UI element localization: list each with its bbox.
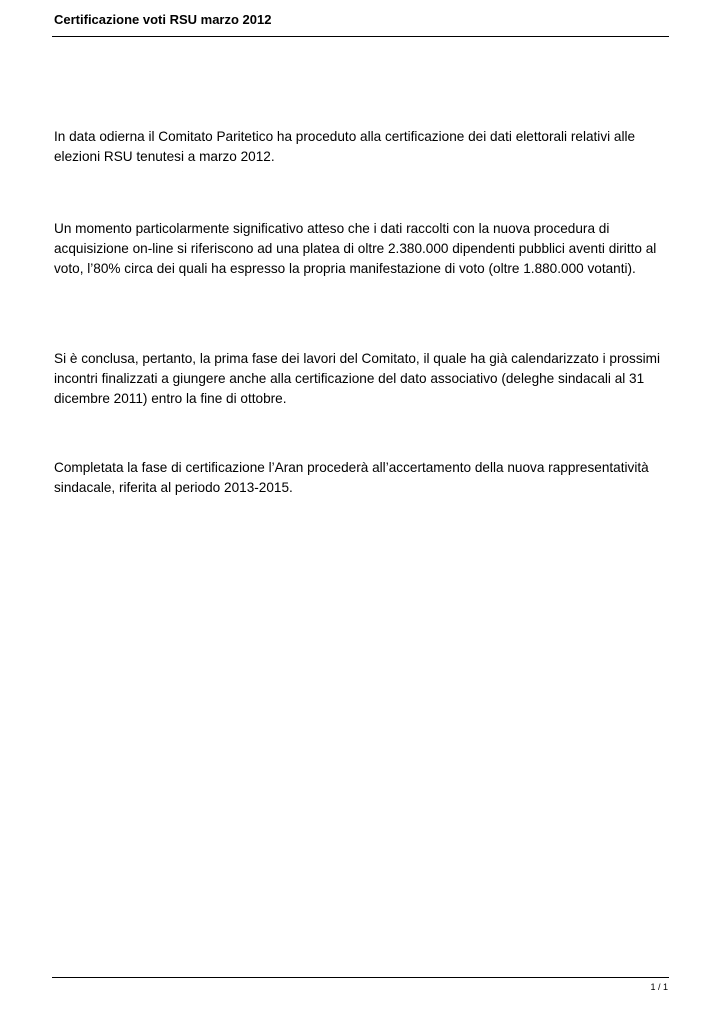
page-header-title: Certificazione voti RSU marzo 2012 [54,12,272,27]
header-divider [52,36,669,37]
paragraph-2: Un momento particolarmente significativo atteso che i dati raccolti con la nuova procedura di acquisizione on-line si riferiscono ad una platea di oltre 2.380.000 dipendenti pubblici aventi diritto al voto, l’80% circa dei quali ha espresso la propria manifestazione di voto (oltre 1.880.000 votanti). [54,221,657,276]
footer-divider [52,977,669,978]
paragraph-4: Completata la fase di certificazione l’Aran procederà all’accertamento della nuova rappresentatività sindacale, riferita al periodo 2013-2015. [54,460,649,495]
paragraph-1: In data odierna il Comitato Paritetico ha proceduto alla certificazione dei dati elettorali relativi alle elezioni RSU tenutesi a marzo 2012. [54,129,636,164]
paragraph-3: Si è conclusa, pertanto, la prima fase dei lavori del Comitato, il quale ha già calendarizzato i prossimi incontri finalizzati a giungere anche alla certificazione del dato associativo (deleghe sindacali al 31 dicembre 2011) entro la fine di ottobre. [54,351,660,406]
page-number: 1 / 1 [650,982,668,992]
